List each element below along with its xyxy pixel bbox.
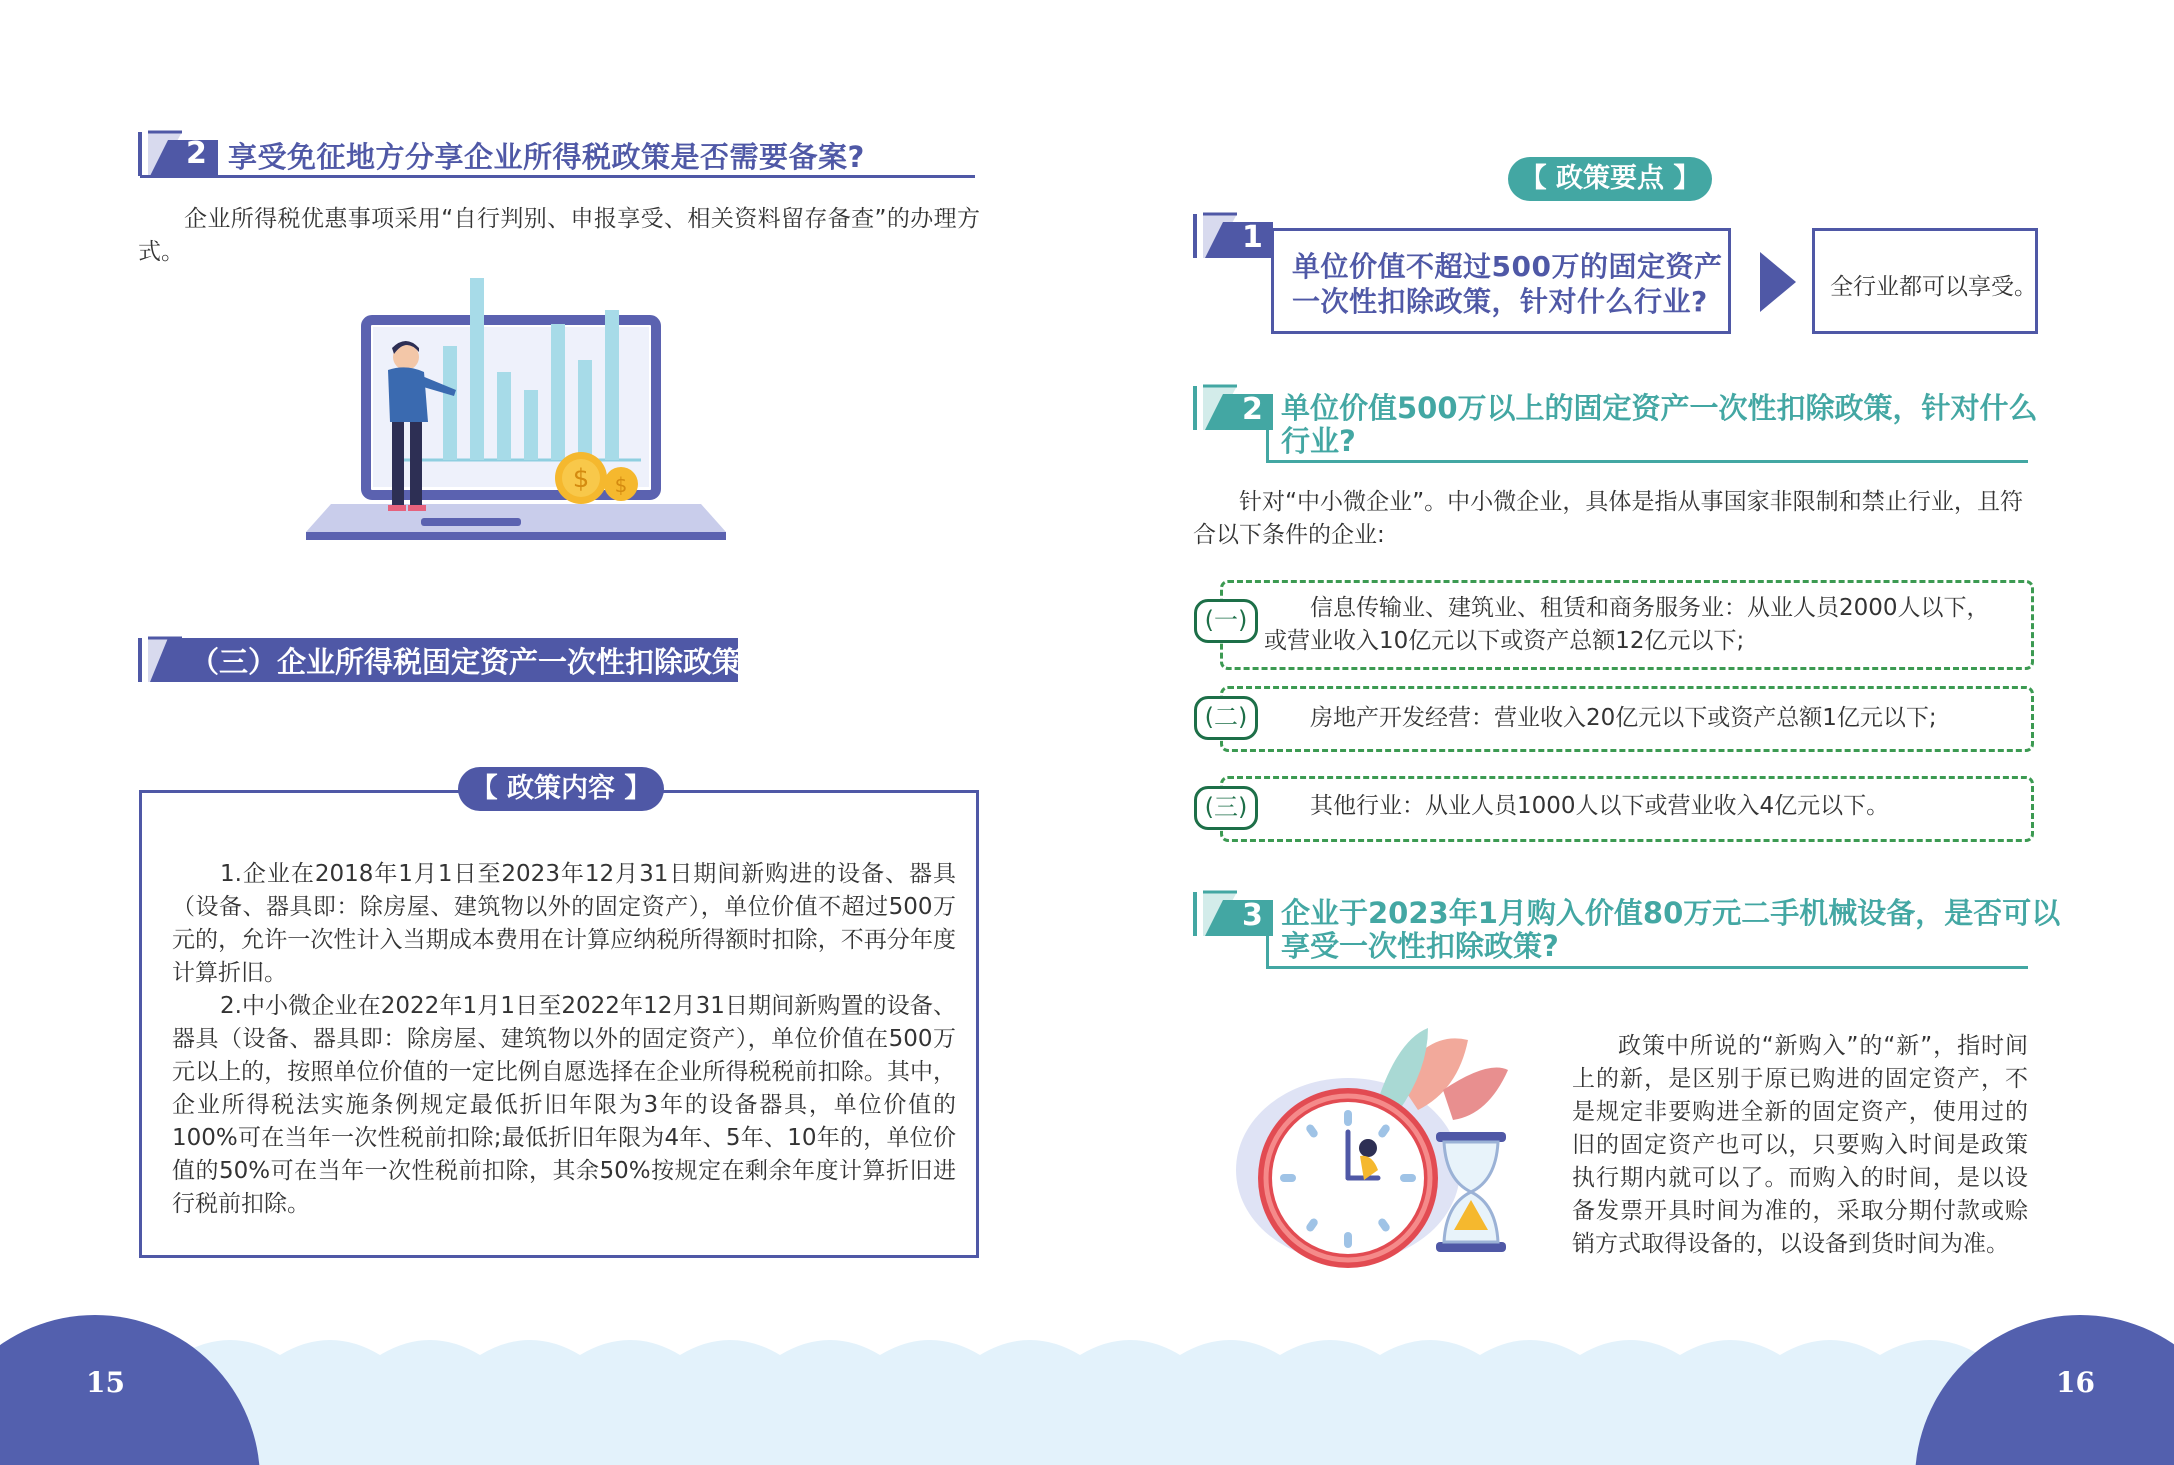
clock-hourglass-illustration: [1228, 1020, 1528, 1280]
condition-text-line1: 信息传输业、建筑业、租赁和商务服务业：从业人员2000人以下，: [1310, 595, 1990, 621]
question-title-line2: 享受一次性扣除政策?: [1281, 929, 1559, 963]
title-underline: [1266, 966, 2028, 969]
policy-content-pill: 【 政策内容 】: [458, 767, 664, 811]
condition-text-line1: 房地产开发经营：营业收入20亿元以下或资产总额1亿元以下;: [1310, 705, 1937, 731]
intro-paragraph: 针对“中小微企业”。中小微企业，具体是指从事国家非限制和禁止行业，且符合以下条件的企业:: [1193, 489, 2023, 548]
condition-text-line1: 其他行业：从业人员1000人以下或营业收入4亿元以下。: [1310, 793, 1890, 819]
footer-wave-decoration: [0, 1300, 2174, 1465]
page-number-right: 16: [2056, 1366, 2095, 1399]
section-number: 1: [1242, 220, 1263, 255]
condition-text-line2: 或营业收入10亿元以下或资产总额12亿元以下;: [1264, 628, 1745, 654]
svg-text:$: $: [572, 464, 590, 494]
laptop-chart-illustration: [306, 272, 726, 547]
policy-content-text: [172, 858, 956, 1221]
question-title-line1: 企业于2023年1月购入价值80万元二手机械设备，是否可以: [1281, 896, 2061, 930]
answer-text: 全行业都可以享受。: [1830, 274, 2037, 300]
condition-badge: (三): [1194, 786, 1258, 830]
title-underline-stub: [1266, 430, 1269, 463]
answer-paragraph: 企业所得税优惠事项采用“自行判别、申报享受、相关资料留存备查”的办理方式。: [138, 206, 980, 265]
section-number: 2: [1242, 392, 1263, 427]
svg-text:$: $: [614, 473, 628, 497]
condition-badge: (二): [1194, 696, 1258, 740]
condition-badge: (一): [1194, 599, 1258, 643]
policy-points-pill: 【 政策要点 】: [1508, 157, 1712, 201]
question-title-line1: 单位价值500万以上的固定资产一次性扣除政策，针对什么: [1281, 391, 2038, 425]
section-title: （三）企业所得税固定资产一次性扣除政策: [190, 645, 742, 679]
question-title-line2: 一次性扣除政策，针对什么行业?: [1292, 285, 1708, 318]
page-number-left: 15: [86, 1366, 125, 1399]
title-underline: [1266, 460, 2028, 463]
policy-paragraph-1: 1.企业在2018年1月1日至2023年12月31日期间新购进的设备、器具（设备、器具即：除房屋、建筑物以外的固定资产），单位价值不超过500万元的，允许一次性计入当期成本费用在计算应纳税所得额时扣除，不再分年度计算折旧。: [172, 861, 956, 986]
title-underline: [140, 175, 975, 178]
question-title-line1: 单位价值不超过500万的固定资产: [1292, 250, 1723, 283]
answer-paragraph: 政策中所说的“新购入”的“新”，指时间上的新，是区别于原已购进的固定资产，不是规定非要购进全新的固定资产，使用过的旧的固定资产也可以，只要购入时间是政策执行期内就可以了。而购入的时间，是以设备发票开具时间为准的，采取分期付款或赊销方式取得设备的，以设备到货时间为准。: [1572, 1033, 2028, 1257]
policy-paragraph-2: 2.中小微企业在2022年1月1日至2022年12月31日期间新购置的设备、器具（设备、器具即：除房屋、建筑物以外的固定资产），单位价值在500万元以上的，按照单位价值的一定比例自愿选择在企业所得税税前扣除。其中，企业所得税法实施条例规定最低折旧年限为3年的设备器具，单位价值的100%可在当年一次性税前扣除;最低折旧年限为4年、5年、10年的，单位价值的50%可在当年一次性税前扣除，其余50%按规定在剩余年度计算折旧进行税前扣除。: [172, 993, 956, 1217]
section-number: 3: [1242, 898, 1263, 933]
question-title: 享受免征地方分享企业所得税政策是否需要备案?: [228, 140, 865, 174]
title-underline-stub: [1266, 936, 1269, 969]
section-number: 2: [186, 136, 207, 171]
question-title-line2: 行业?: [1281, 424, 1356, 458]
arrow-right-icon: [1760, 252, 1796, 312]
